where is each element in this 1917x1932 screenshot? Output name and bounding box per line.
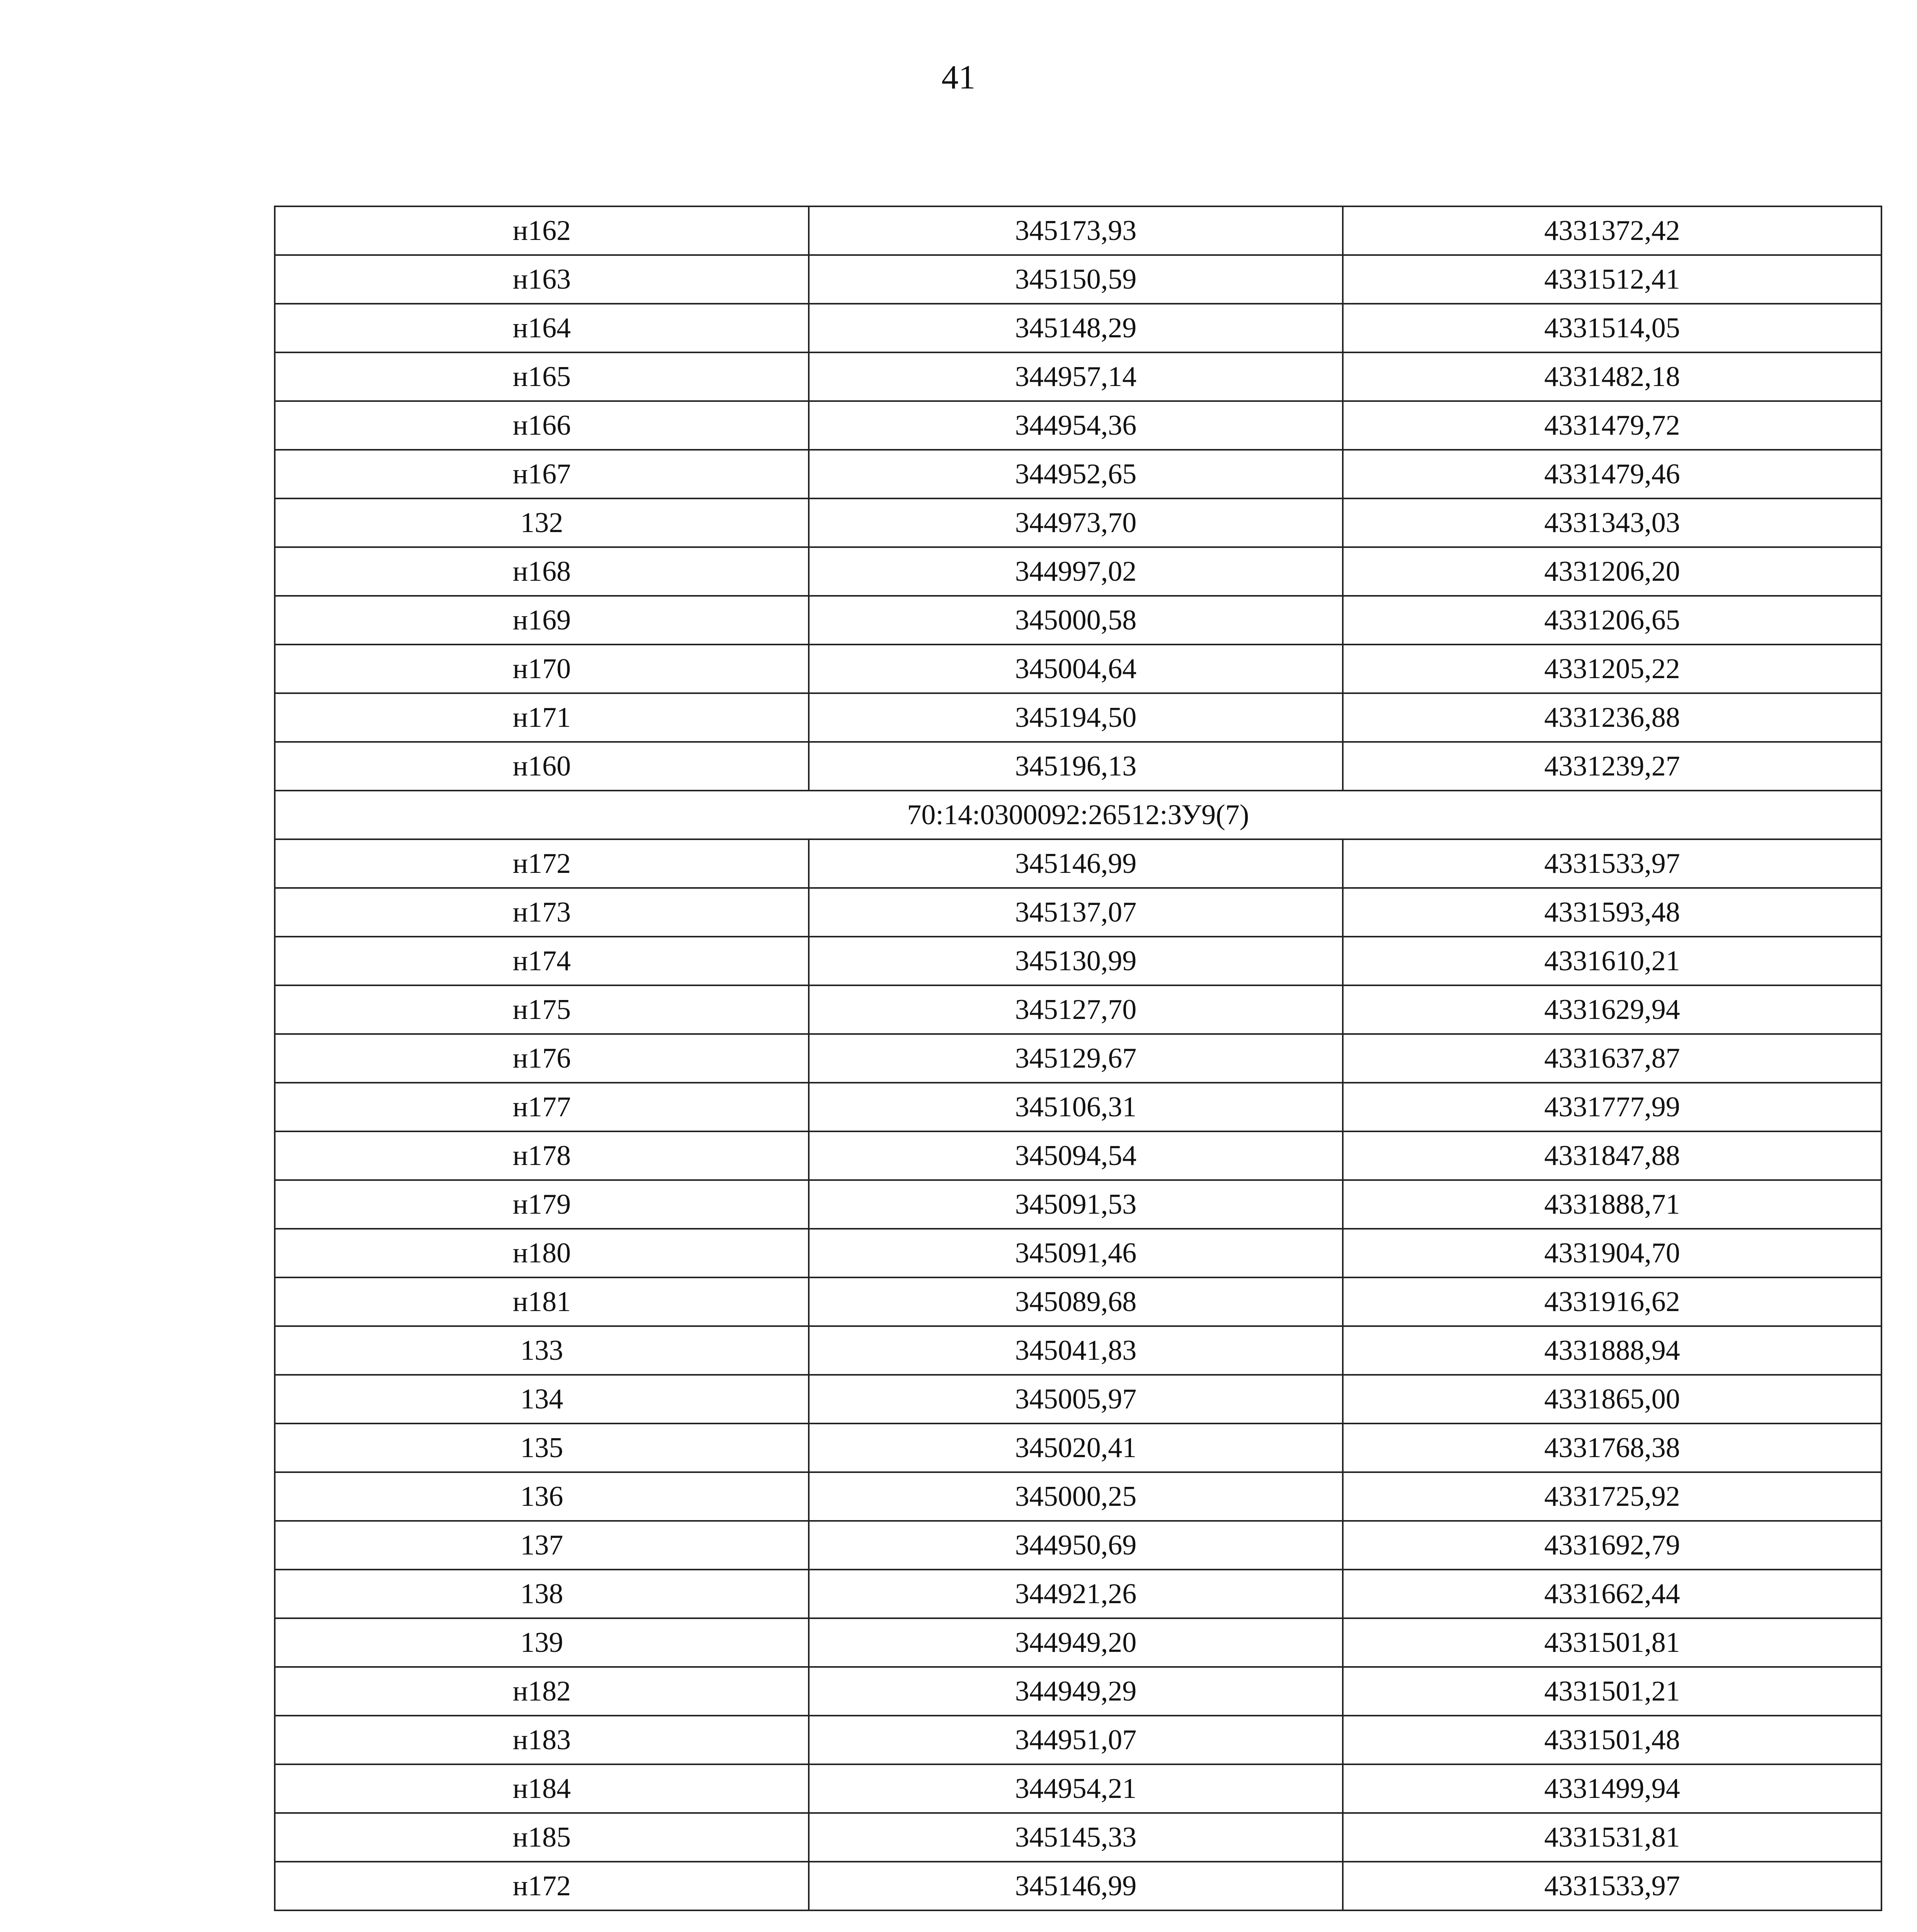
table-row	[275, 255, 1881, 304]
table-row	[275, 645, 1881, 693]
y-coordinate-cell: 4331533,97	[1343, 1862, 1881, 1910]
y-coordinate-cell: 4331372,42	[1343, 206, 1881, 255]
x-coordinate-cell: 345127,70	[809, 985, 1343, 1034]
x-coordinate-cell: 344973,70	[809, 498, 1343, 547]
table-row	[275, 352, 1881, 401]
y-coordinate-cell: 4331236,88	[1343, 693, 1881, 742]
point-id-cell: н166	[275, 401, 809, 450]
point-id-cell: 133	[275, 1326, 809, 1375]
x-coordinate-cell: 345130,99	[809, 937, 1343, 985]
x-coordinate-cell: 345106,31	[809, 1083, 1343, 1131]
x-coordinate-cell: 345089,68	[809, 1277, 1343, 1326]
table-row	[275, 1667, 1881, 1716]
x-coordinate-cell: 345041,83	[809, 1326, 1343, 1375]
point-id-cell: 139	[275, 1618, 809, 1667]
table-row	[275, 498, 1881, 547]
y-coordinate-cell: 4331768,38	[1343, 1423, 1881, 1472]
point-id-cell: н183	[275, 1716, 809, 1764]
table-row	[275, 1326, 1881, 1375]
x-coordinate-cell: 344950,69	[809, 1521, 1343, 1570]
point-id-cell: н171	[275, 693, 809, 742]
x-coordinate-cell: 345005,97	[809, 1375, 1343, 1423]
table-row	[275, 1716, 1881, 1764]
point-id-cell: н184	[275, 1764, 809, 1813]
coordinates-table-body	[275, 206, 1881, 1910]
y-coordinate-cell: 4331479,72	[1343, 401, 1881, 450]
table-row	[275, 1277, 1881, 1326]
table-row	[275, 1813, 1881, 1862]
point-id-cell: н180	[275, 1229, 809, 1277]
point-id-cell: н177	[275, 1083, 809, 1131]
y-coordinate-cell: 4331512,41	[1343, 255, 1881, 304]
point-id-cell: 138	[275, 1570, 809, 1618]
y-coordinate-cell: 4331206,65	[1343, 596, 1881, 645]
x-coordinate-cell: 345137,07	[809, 888, 1343, 937]
x-coordinate-cell: 345194,50	[809, 693, 1343, 742]
y-coordinate-cell: 4331865,00	[1343, 1375, 1881, 1423]
x-coordinate-cell: 345094,54	[809, 1131, 1343, 1180]
table-row	[275, 1375, 1881, 1423]
point-id-cell: н172	[275, 839, 809, 888]
y-coordinate-cell: 4331888,94	[1343, 1326, 1881, 1375]
point-id-cell: 135	[275, 1423, 809, 1472]
point-id-cell: 132	[275, 498, 809, 547]
x-coordinate-cell: 345091,53	[809, 1180, 1343, 1229]
y-coordinate-cell: 4331888,71	[1343, 1180, 1881, 1229]
x-coordinate-cell: 345150,59	[809, 255, 1343, 304]
x-coordinate-cell: 344954,36	[809, 401, 1343, 450]
table-row	[275, 1862, 1881, 1910]
x-coordinate-cell: 345091,46	[809, 1229, 1343, 1277]
y-coordinate-cell: 4331479,46	[1343, 450, 1881, 498]
x-coordinate-cell: 345129,67	[809, 1034, 1343, 1083]
x-coordinate-cell: 344952,65	[809, 450, 1343, 498]
x-coordinate-cell: 344949,20	[809, 1618, 1343, 1667]
x-coordinate-cell: 345145,33	[809, 1813, 1343, 1862]
point-id-cell: н175	[275, 985, 809, 1034]
x-coordinate-cell: 344949,29	[809, 1667, 1343, 1716]
table-row	[275, 1570, 1881, 1618]
table-row	[275, 985, 1881, 1034]
x-coordinate-cell: 344957,14	[809, 352, 1343, 401]
y-coordinate-cell: 4331847,88	[1343, 1131, 1881, 1180]
y-coordinate-cell: 4331499,94	[1343, 1764, 1881, 1813]
y-coordinate-cell: 4331662,44	[1343, 1570, 1881, 1618]
table-row	[275, 888, 1881, 937]
table-row	[275, 937, 1881, 985]
y-coordinate-cell: 4331610,21	[1343, 937, 1881, 985]
point-id-cell: н172	[275, 1862, 809, 1910]
point-id-cell: н185	[275, 1813, 809, 1862]
y-coordinate-cell: 4331501,48	[1343, 1716, 1881, 1764]
y-coordinate-cell: 4331514,05	[1343, 304, 1881, 352]
point-id-cell: н169	[275, 596, 809, 645]
y-coordinate-cell: 4331904,70	[1343, 1229, 1881, 1277]
y-coordinate-cell: 4331206,20	[1343, 547, 1881, 596]
point-id-cell: н174	[275, 937, 809, 985]
point-id-cell: н164	[275, 304, 809, 352]
table-row	[275, 1521, 1881, 1570]
x-coordinate-cell: 345000,58	[809, 596, 1343, 645]
y-coordinate-cell: 4331777,99	[1343, 1083, 1881, 1131]
table-row	[275, 1229, 1881, 1277]
table-row	[275, 693, 1881, 742]
page-number: 41	[941, 59, 976, 96]
y-coordinate-cell: 4331637,87	[1343, 1034, 1881, 1083]
point-id-cell: н162	[275, 206, 809, 255]
point-id-cell: 134	[275, 1375, 809, 1423]
point-id-cell: н179	[275, 1180, 809, 1229]
table-row	[275, 839, 1881, 888]
point-id-cell: н173	[275, 888, 809, 937]
table-row	[275, 1423, 1881, 1472]
point-id-cell: н182	[275, 1667, 809, 1716]
y-coordinate-cell: 4331531,81	[1343, 1813, 1881, 1862]
y-coordinate-cell: 4331501,21	[1343, 1667, 1881, 1716]
x-coordinate-cell: 345146,99	[809, 839, 1343, 888]
y-coordinate-cell: 4331916,62	[1343, 1277, 1881, 1326]
table-row	[275, 1083, 1881, 1131]
point-id-cell: 137	[275, 1521, 809, 1570]
y-coordinate-cell: 4331629,94	[1343, 985, 1881, 1034]
table-row	[275, 596, 1881, 645]
point-id-cell: н181	[275, 1277, 809, 1326]
table-row	[275, 1034, 1881, 1083]
table-row	[275, 304, 1881, 352]
point-id-cell: н178	[275, 1131, 809, 1180]
point-id-cell: н176	[275, 1034, 809, 1083]
table-row	[275, 1131, 1881, 1180]
table-row	[275, 1472, 1881, 1521]
x-coordinate-cell: 345000,25	[809, 1472, 1343, 1521]
point-id-cell: н168	[275, 547, 809, 596]
x-coordinate-cell: 344921,26	[809, 1570, 1343, 1618]
table-row	[275, 547, 1881, 596]
x-coordinate-cell: 345146,99	[809, 1862, 1343, 1910]
table-row	[275, 450, 1881, 498]
y-coordinate-cell: 4331593,48	[1343, 888, 1881, 937]
y-coordinate-cell: 4331725,92	[1343, 1472, 1881, 1521]
y-coordinate-cell: 4331501,81	[1343, 1618, 1881, 1667]
point-id-cell: н167	[275, 450, 809, 498]
point-id-cell: н160	[275, 742, 809, 791]
table-row	[275, 742, 1881, 791]
table-row	[275, 1764, 1881, 1813]
x-coordinate-cell: 345004,64	[809, 645, 1343, 693]
x-coordinate-cell: 344951,07	[809, 1716, 1343, 1764]
parcel-subheader: 70:14:0300092:26512:ЗУ9(7)	[275, 791, 1881, 839]
table-row	[275, 401, 1881, 450]
y-coordinate-cell: 4331692,79	[1343, 1521, 1881, 1570]
y-coordinate-cell: 4331205,22	[1343, 645, 1881, 693]
x-coordinate-cell: 345196,13	[809, 742, 1343, 791]
x-coordinate-cell: 344954,21	[809, 1764, 1343, 1813]
y-coordinate-cell: 4331533,97	[1343, 839, 1881, 888]
y-coordinate-cell: 4331482,18	[1343, 352, 1881, 401]
table-row	[275, 1618, 1881, 1667]
x-coordinate-cell: 344997,02	[809, 547, 1343, 596]
subheader-row	[275, 791, 1881, 839]
x-coordinate-cell: 345148,29	[809, 304, 1343, 352]
y-coordinate-cell: 4331239,27	[1343, 742, 1881, 791]
x-coordinate-cell: 345173,93	[809, 206, 1343, 255]
point-id-cell: н163	[275, 255, 809, 304]
y-coordinate-cell: 4331343,03	[1343, 498, 1881, 547]
x-coordinate-cell: 345020,41	[809, 1423, 1343, 1472]
table-row	[275, 206, 1881, 255]
point-id-cell: 136	[275, 1472, 809, 1521]
coordinates-table	[274, 206, 1882, 1911]
point-id-cell: н165	[275, 352, 809, 401]
point-id-cell: н170	[275, 645, 809, 693]
table-row	[275, 1180, 1881, 1229]
